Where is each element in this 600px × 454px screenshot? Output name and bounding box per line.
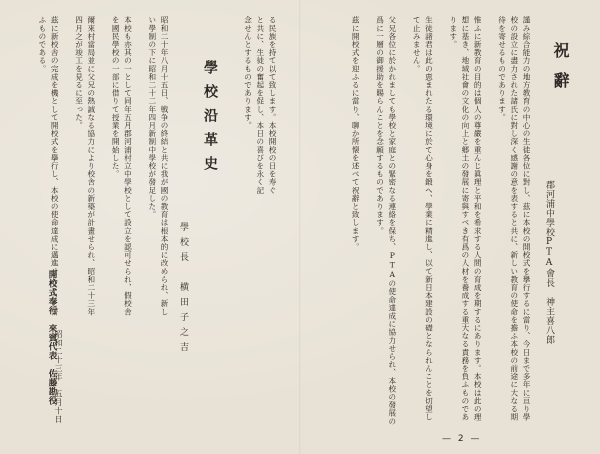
date-line: 昭和二十三年 五月十日 [54, 330, 63, 424]
page-number: — 2 — [442, 434, 482, 444]
speech-continuation: る民族を持て以て致します。本校開校の日を寿ぐと共に、生徒の奮起を促し、本日の喜びを永く記念せんとするものであります。 [243, 16, 277, 195]
history-title: 學校沿革史 [202, 60, 218, 180]
ceremony-speech-body: 謹み綜合能力の地方教育の中心の生徒各位に對し、茲に本校の開校式を擧行するに當り、今日まで多年に亘り學校の設立に盡力された諸氏に對し深く感謝の意を表すると共に、新しい教育の使命を擔ふ本校の前途に大なる期待を寄せるものであります。 惟ふに新教育の目的は個人の尊嚴を重んじ眞理と平和を希求する人間の育成を期するにあります。本校は此の理想に基き、地域社會の文化の向上と郷土の發展に寄與すべき有爲の人材を養成する重大なる責務を負ふものであります。 生徒諸君は此の恵まれたる環境に於て心身を鍛へ、學業に精進し、以て新日本建設の礎となられんことを切望して止みません。 父兄各位に於かれましても學校と家庭との緊密なる連絡を保ち、PTAの使命達成に協力せられ、本校の發展の爲に一層の御援助を賜らんことを念願するものであります。 茲に開校式を迎ふるに當り、聊か所懐を述べて祝辭と致します。 [351, 16, 531, 426]
ceremony-author: 郡河浦中學校PTA會長 神主喜八郎 [544, 180, 554, 345]
ceremony-committee: 開校式奉行 來賓代表 佐藤勘役 [47, 270, 57, 405]
history-author: 學校長 横田子之吉 [178, 222, 188, 357]
history-body: 昭和二十年八月十五日、戦争の終結と共に我が國の教育は根本的に改められ、新しい學制の下に昭和二十二年四月新制中學校が發足した。 本校も亦其の一として同年五月郡河浦村立中學校として設立を認可せられ、假校舎を國民學校の一部に借りて授業を開始した。 爾來村當局並に父兄の熱誠なる協力により校舎の新築が計畫せられ、昭和二十三年四月之が竣工を見るに至った。 茲に新校舎の完成を機として開校式を擧行し、本校の使命達成に邁進せんことを誓ふものである。 [37, 16, 169, 316]
ceremony-title: 祝辭 [551, 42, 570, 102]
